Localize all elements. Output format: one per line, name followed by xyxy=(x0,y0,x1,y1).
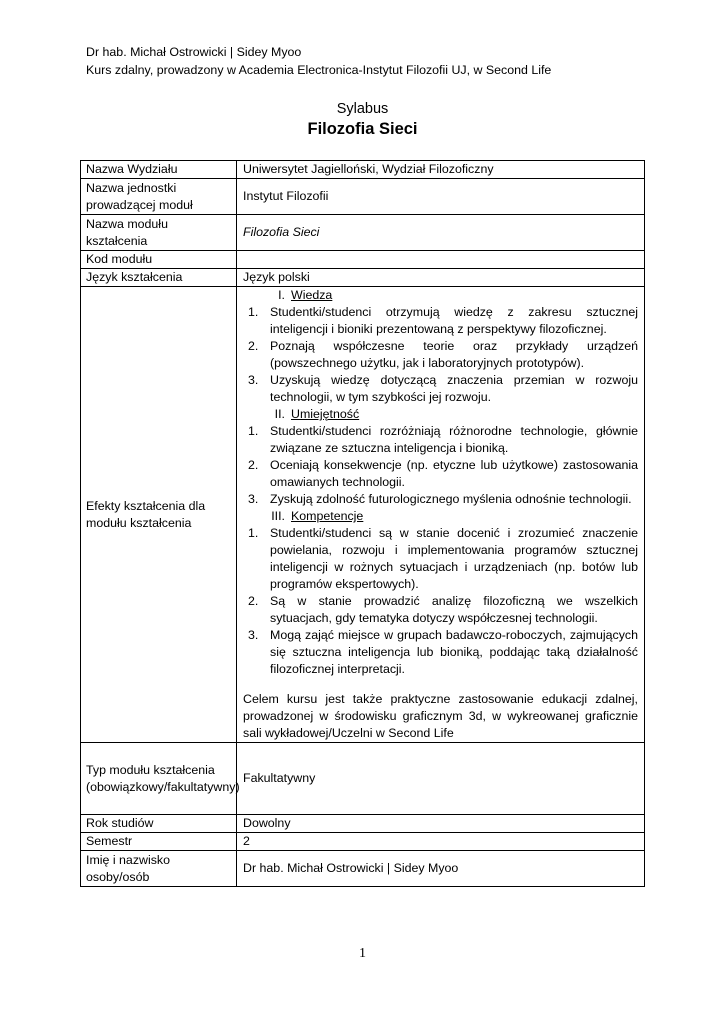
row-label: Język kształcenia xyxy=(81,269,237,287)
row-label: Rok studiów xyxy=(81,815,237,833)
row-value xyxy=(237,251,645,269)
page-number: 1 xyxy=(359,946,366,961)
list-item: 3. Uzyskują wiedzę dotyczącą znaczenia przemian w rozwoju technologii, w tym szybkości jej rozwoju. xyxy=(248,373,638,404)
header-author: Dr hab. Michał Ostrowicki | Sidey Myoo xyxy=(86,45,302,59)
outcome-list xyxy=(243,304,638,406)
list-item: 2. Są w stanie prowadzić analizę filozoficzną we wszelkich sytuacjach, gdy tematyka dotyczy współczesnej technologii. xyxy=(248,594,638,625)
row-value: Dowolny xyxy=(237,815,645,833)
list-item: 3. Mogą zająć miejsce w grupach badawczo-roboczych, zajmujących się sztuczna inteligencja lub bioniką, poddając taką działalność filozoficznej interpretacji. xyxy=(248,628,638,676)
table-row xyxy=(81,833,645,851)
row-value: Język polski xyxy=(237,269,645,287)
row-label: Nazwa modułu kształcenia xyxy=(81,215,237,251)
list-item: 1. Studentki/studenci rozróżniają różnorodne technologie, głównie związane ze sztuczna inteligencja i bioniką. xyxy=(248,424,638,455)
section-heading: II. Umiejętność xyxy=(274,407,360,421)
row-value: 2 xyxy=(237,833,645,851)
list-item: 2. Oceniają konsekwencje (np. etyczne lub użytkowe) zastosowania omawianych technologii. xyxy=(248,458,638,489)
table-row xyxy=(81,851,645,887)
row-label: Efekty kształcenia dla modułu kształcenia xyxy=(81,287,237,743)
table-row xyxy=(81,269,645,287)
section-heading: I. Wiedza xyxy=(278,288,333,302)
row-label: Nazwa jednostki prowadzącej moduł xyxy=(81,179,237,215)
row-value: Uniwersytet Jagielloński, Wydział Filozoficzny xyxy=(237,161,645,179)
row-label: Nazwa Wydziału xyxy=(81,161,237,179)
row-label: Imię i nazwisko osoby/osób xyxy=(81,851,237,887)
syllabus-table xyxy=(80,160,645,887)
row-label: Typ modułu kształcenia (obowiązkowy/fakultatywny) xyxy=(81,743,237,815)
list-item: 1. Studentki/studenci otrzymują wiedzę z zakresu sztucznej inteligencji i bioniki prezentowaną z perspektywy filozoficznej. xyxy=(248,305,638,336)
document-subtitle: Sylabus xyxy=(336,101,389,117)
row-value: Dr hab. Michał Ostrowicki | Sidey Myoo xyxy=(237,851,645,887)
document-title: Filozofia Sieci xyxy=(307,120,418,138)
row-label: Kod modułu xyxy=(81,251,237,269)
list-item: 2. Poznają współczesne teorie oraz przykłady urządzeń (powszechnego użytku, jak i laboratoryjnych prototypów). xyxy=(248,339,638,370)
row-label: Semestr xyxy=(81,833,237,851)
table-row xyxy=(81,179,645,215)
table-row xyxy=(81,287,645,743)
list-item: 3. Zyskują zdolność futurologicznego myślenia odnośnie technologii. xyxy=(248,492,632,506)
section-heading: III. Kompetencje xyxy=(271,509,364,523)
row-value: Filozofia Sieci xyxy=(237,215,645,251)
document-header xyxy=(86,43,551,79)
outcome-list xyxy=(243,525,638,678)
learning-outcomes xyxy=(237,287,645,743)
outcome-list xyxy=(243,423,638,508)
table-row xyxy=(81,251,645,269)
table-row xyxy=(81,161,645,179)
row-value: Fakultatywny xyxy=(237,743,645,815)
header-course-info: Kurs zdalny, prowadzony w Academia Electronica-Instytut Filozofii UJ, w Second Life xyxy=(86,63,552,77)
table-row xyxy=(81,215,645,251)
table-row xyxy=(81,815,645,833)
row-value: Instytut Filozofii xyxy=(237,179,645,215)
list-item: 1. Studentki/studenci są w stanie docenić i zrozumieć znaczenie powielania, rozwoju i implementowania programów sztucznej inteligencji w rożnych sytuacjach i urządzeniach (np. botów lub programów ekspertowych). xyxy=(248,526,638,591)
table-row xyxy=(81,743,645,815)
course-goal-paragraph: Celem kursu jest także praktyczne zastosowanie edukacji zdalnej, prowadzonej w środowisku graficznym 3d, w wykreowanej graficznie sali wykładowej/Uczelni w Second Life xyxy=(243,692,638,740)
